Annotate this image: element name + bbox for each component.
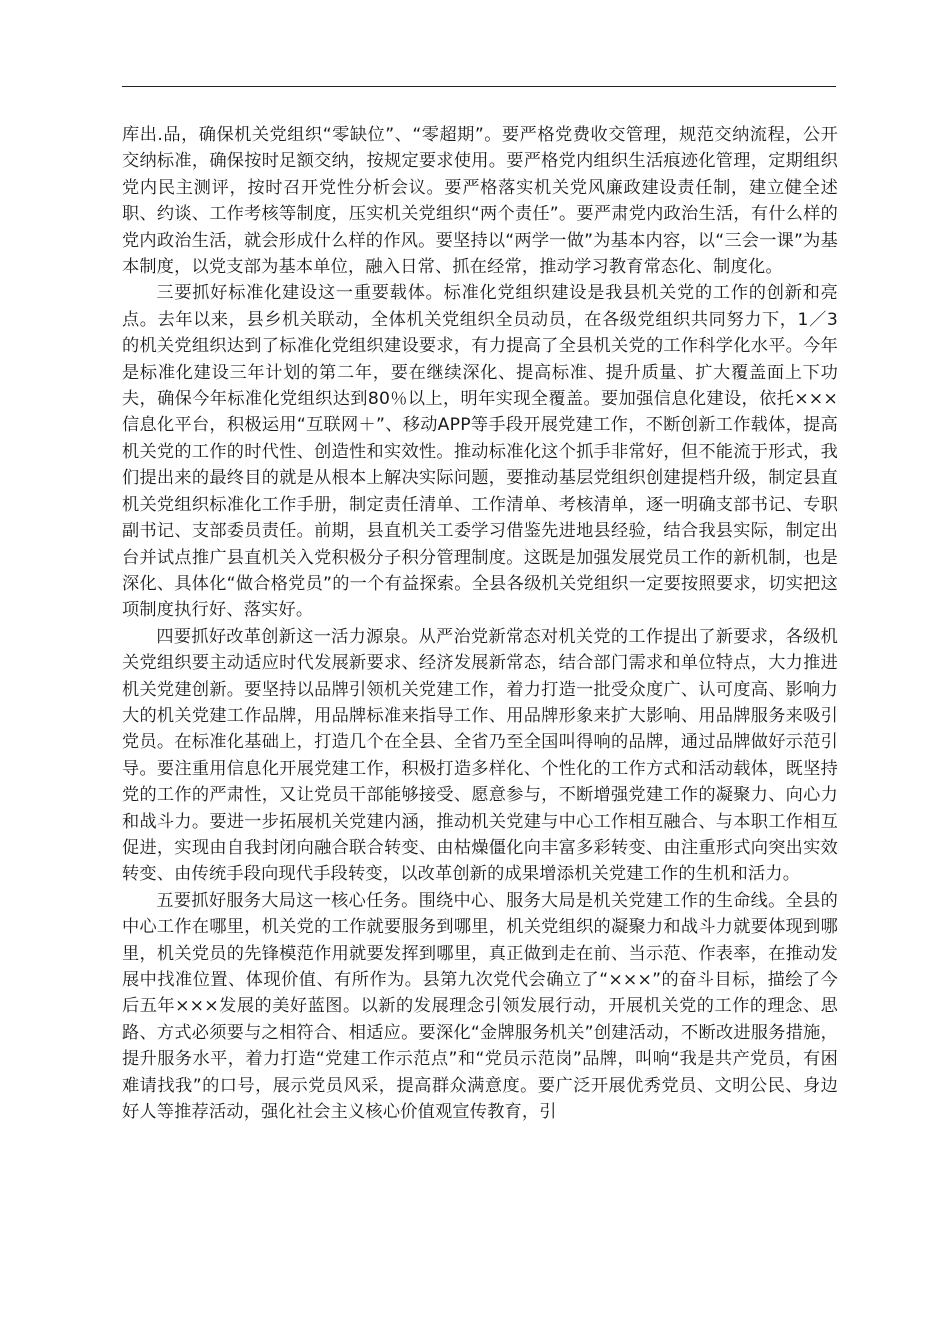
paragraph-reform-innovation: 四要抓好改革创新这一活力源泉。从严治党新常态对机关党的工作提出了新要求，各级机关党组织要主动适应时代发展新要求、经济发展新常态，结合部门需求和单位特点，大力推进机关党建创新。要坚持以品牌引领机关党建工作，着力打造一批受众度广、认可度高、影响力大的机关党建工作品牌，用品牌标准来指导工作、用品牌形象来扩大影响、用品牌服务来吸引党员。在标准化基础上，打造几个在全县、全省乃至全国叫得响的品牌，通过品牌做好示范引导。要注重用信息化开展党建工作，积极打造多样化、个性化的工作方式和活动载体，既坚持党的工作的严肃性，又让党员干部能够接受、愿意参与，不断增强党建工作的凝聚力、向心力和战斗力。要进一步拓展机关党建内涵，推动机关党建与中心工作相互融合、与本职工作相互促进，实现由自我封闭向融合联合转变、由枯燥僵化向丰富多彩转变、由注重形式向突出实效转变、由传统手段向现代手段转变，以改革创新的成果增添机关党建工作的生机和活力。 (122, 626, 838, 885)
paragraph-standardization: 三要抓好标准化建设这一重要载体。标准化党组织建设是我县机关党的工作的创新和亮点。去年以来，县乡机关联动，全体机关党组织全员动员，在各级党组织共同努力下，1／3的机关党组织达到了标准化党组织建设要求，有力提高了全县机关党的工作科学化水平。今年是标准化建设三年计划的第二年，要在继续深化、提高标准、提升质量、扩大覆盖面上下功夫，确保今年标准化党组织达到80％以上，明年实现全覆盖。要加强信息化建设，依托×××信息化平台，积极运用“互联网＋”、移动APP等手段开展党建工作，不断创新工作载体，提高机关党的工作的时代性、创造性和实效性。推动标准化这个抓手非常好，但不能流于形式，我们提出来的最终目的就是从根本上解决实际问题，要推动基层党组织创建提档升级，制定县直机关党组织标准化工作手册，制定责任清单、工作清单、考核清单，逐一明确支部书记、专职副书记、支部委员责任。前期，县直机关工委学习借鉴先进地县经验，结合我县实际，制定出台并试点推广县直机关入党积极分子积分管理制度。这既是加强发展党员工作的新机制，也是深化、具体化“做合格党员”的一个有益探索。全县各级机关党组织一定要按照要求，切实把这项制度执行好、落实好。 (122, 283, 838, 621)
paragraph-serve-overall: 五要抓好服务大局这一核心任务。围绕中心、服务大局是机关党建工作的生命线。全县的中心工作在哪里，机关党的工作就要服务到哪里，机关党组织的凝聚力和战斗力就要体现到哪里，机关党员的先锋模范作用就要发挥到哪里，真正做到走在前、当示范、作表率，在推动发展中找准位置、体现价值、有所作为。县第九次党代会确立了“×××”的奋斗目标，描绘了今后五年×××发展的美好蓝图。以新的发展理念引领发展行动，开展机关党的工作的理念、思路、方式必须要与之相符合、相适应。要深化“金牌服务机关”创建活动，不断改进服务措施，提升服务水平，着力打造“党建工作示范点”和“党员示范岗”品牌，叫响“我是共产党员，有困难请找我”的口号，展示党员风采，提高群众满意度。要广泛开展优秀党员、文明公民、身边好人等推荐活动，强化社会主义核心价值观宣传教育，引 (122, 890, 838, 1123)
header-rule (122, 86, 836, 87)
paragraph-1-continued: 库出.品，确保机关党组织“零缺位”、“零超期”。要严格党费收交管理，规范交纳流程，公开交纳标准，确保按时足额交纳，按规定要求使用。要严格党内组织生活痕迹化管理，定期组织党内民主测评，按时召开党性分析会议。要严格落实机关党风廉政建设责任制，建立健全述职、约谈、工作考核等制度，压实机关党组织“两个责任”。要严肃党内政治生活，有什么样的党内政治生活，就会形成什么样的作风。要坚持以“两学一做”为基本内容，以“三会一课”为基本制度，以党支部为基本单位，融入日常、抓在经常，推动学习教育常态化、制度化。 (122, 125, 838, 278)
document-body (122, 122, 838, 1125)
